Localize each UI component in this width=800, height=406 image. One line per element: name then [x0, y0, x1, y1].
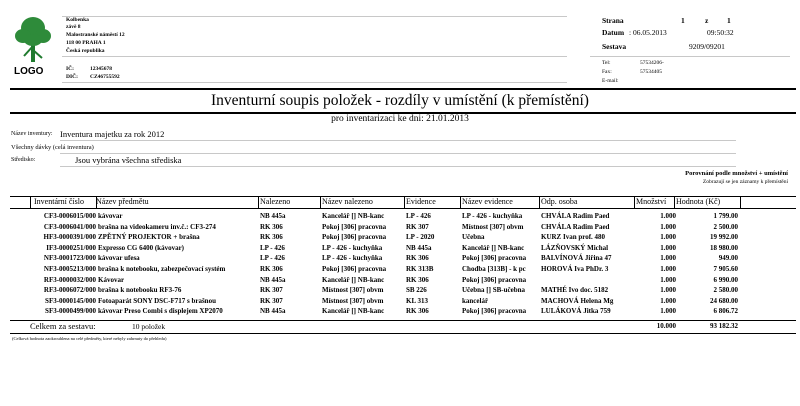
col-nalezeno: Nalezeno — [260, 197, 291, 206]
cell-evidence: SB 226 — [406, 286, 427, 295]
cell-nazev-predmetu: Expresso CG 6400 (kávovar) — [98, 243, 185, 252]
cell-hodnota: 6 990.00 — [713, 275, 738, 284]
page-title: Inventurní soupis položek - rozdíly v umístění (k přemístění) — [211, 92, 589, 109]
cell-nazev-nalezeno: LP - 426 - kuchyňka — [322, 254, 383, 263]
cell-nazev-predmetu: brašna k notebooku RF3-76 — [98, 286, 182, 295]
fax-label: Fax: — [602, 69, 612, 75]
tree-logo-icon — [14, 14, 52, 64]
cell-hodnota: 949.00 — [718, 254, 738, 263]
total-label: Celkem za sestavu: — [30, 321, 96, 331]
datum-date: : 06.05.2013 — [629, 28, 667, 37]
col-evidence: Evidence — [406, 197, 436, 206]
cell-evidence: KL 313 — [406, 296, 428, 305]
datum-time: 09:50:32 — [707, 28, 734, 37]
cell-nalezeno: RK 306 — [260, 233, 283, 242]
company-street: Malostranské náměstí 12 — [66, 32, 125, 38]
stredisko-value: Jsou vybrána všechna střediska — [75, 155, 182, 165]
datum-label: Datum — [602, 28, 625, 37]
cell-mnozstvi: 1.000 — [660, 296, 676, 305]
fax-value: 57534405 — [640, 69, 662, 75]
cell-mnozstvi: 1.000 — [660, 233, 676, 242]
stredisko-label: Středisko: — [11, 157, 36, 163]
col-mnozstvi: Množství — [636, 197, 667, 206]
cell-mnozstvi: 1.000 — [660, 243, 676, 252]
strana-z: z — [705, 16, 709, 25]
cell-hodnota: 2 500.00 — [713, 222, 738, 231]
cell-nalezeno: RK 306 — [260, 222, 283, 231]
cell-odp-osoba: KURZ Ivan prof. 480 — [541, 233, 606, 242]
dic-label: DIČ: — [66, 74, 78, 80]
cell-mnozstvi: 1.000 — [660, 212, 676, 220]
footnote: (Celková hodnota zaokrouhlena na celé předměty, které nebyly zahrnuty do přehledu) — [12, 336, 167, 341]
cell-odp-osoba: LULÁKOVÁ Jitka 759 — [541, 307, 611, 316]
cell-inventarni-cislo: NF3-0005213/000 — [43, 265, 96, 273]
col-nazev-nalezeno: Název nalezeno — [322, 197, 373, 206]
sestava-label: Sestava — [602, 42, 627, 51]
cell-nazev-evidence: Chodba [313B] - k pc — [462, 265, 526, 273]
cell-mnozstvi: 1.000 — [660, 307, 676, 316]
cell-inventarni-cislo: SF3-0000145/000 — [45, 296, 96, 305]
cell-nazev-nalezeno: LP - 426 - kuchyňka — [322, 243, 383, 252]
cell-hodnota: 18 980.00 — [710, 243, 738, 252]
column-separator — [404, 196, 405, 208]
cell-nalezeno: RK 307 — [260, 296, 283, 305]
company-name: Kolbenka — [66, 17, 89, 23]
cell-nazev-predmetu: brašna na videokameru inv.č.: CF3-274 — [98, 222, 216, 231]
cell-nazev-evidence: Místnost [307] obvm — [462, 222, 524, 231]
ic-value: 12345678 — [90, 66, 112, 72]
sestava-value: 9209/09201 — [689, 42, 725, 51]
cell-nalezeno: NB 445a — [260, 275, 286, 284]
cell-nazev-nalezeno: Místnost [307] obvm — [322, 286, 384, 295]
col-odp-osoba: Odp. osoba — [541, 197, 578, 206]
total-value: 93 182.32 — [710, 322, 738, 330]
cell-mnozstvi: 1.000 — [660, 286, 676, 295]
cell-nazev-evidence: kancelář — [462, 296, 489, 305]
tel-value: 57534206- — [640, 60, 664, 66]
cell-nazev-nalezeno: Pokoj [306] pracovna — [322, 233, 387, 242]
cell-evidence: RK 307 — [406, 222, 429, 231]
cell-hodnota: 7 905.60 — [713, 265, 738, 273]
col-hodnota: Hodnota (Kč) — [676, 197, 721, 206]
compare-note: Zobrazují se jen záznamy k přemístění — [702, 179, 788, 185]
cell-inventarni-cislo: RF3-0000032/000 — [43, 275, 96, 284]
cell-nalezeno: LP - 426 — [260, 254, 285, 263]
company-line2: závě 8 — [66, 24, 81, 30]
cell-nazev-evidence: LP - 426 - kuchyňka — [462, 212, 523, 220]
inventura-value: Inventura majetku za rok 2012 — [60, 129, 165, 139]
davky-value: Všechny dávky (celá inventura) — [11, 144, 94, 151]
cell-hodnota: 2 580.00 — [713, 286, 738, 295]
ic-label: IČ: — [66, 66, 74, 72]
cell-nazev-evidence: Pokoj [306] pracovna — [462, 254, 527, 263]
cell-inventarni-cislo: HF3-0000391/000 — [43, 233, 96, 242]
cell-inventarni-cislo: RF3-0006072/000 — [43, 286, 96, 295]
cell-nalezeno: NB 445a — [260, 212, 286, 220]
cell-mnozstvi: 1.000 — [660, 222, 676, 231]
cell-inventarni-cislo: NF3-0001723/000 — [43, 254, 96, 263]
cell-inventarni-cislo: IF3-0000251/000 — [46, 243, 96, 252]
cell-nazev-evidence: Pokoj [306] pracovna — [462, 307, 527, 316]
company-country: Česká republika — [66, 48, 105, 54]
cell-evidence: LP - 426 — [406, 212, 431, 220]
strana-label: Strana — [602, 16, 624, 25]
company-city: 118 00 PRAHA 1 — [66, 40, 106, 46]
inventura-label: Název inventury: — [11, 131, 53, 137]
total-qty: 10.000 — [656, 322, 676, 330]
cell-inventarni-cislo: SF3-0000499/000 — [45, 307, 96, 316]
cell-nazev-predmetu: ZPĚTNÝ PROJEKTOR + brašna — [98, 233, 200, 242]
cell-mnozstvi: 1.000 — [660, 254, 676, 263]
cell-nazev-nalezeno: Pokoj [306] pracovna — [322, 265, 387, 273]
cell-nalezeno: NB 445a — [260, 307, 286, 316]
email-label: E-mail: — [602, 78, 619, 84]
cell-hodnota: 1 799.00 — [713, 212, 738, 220]
cell-nalezeno: RK 306 — [260, 265, 283, 273]
col-nazev-evidence: Název evidence — [462, 197, 513, 206]
cell-evidence: NB 445a — [406, 243, 432, 252]
cell-nazev-evidence: Učebna [] SB-učebna — [462, 286, 526, 295]
cell-nazev-predmetu: kávovar — [98, 212, 123, 220]
cell-nazev-evidence: Učebna — [462, 233, 485, 242]
cell-odp-osoba: CHVÁLA Radim Paed — [541, 212, 610, 220]
compare-title: Porovnání podle množství + umístění — [685, 170, 788, 177]
col-inventarni-cislo: Inventární číslo — [34, 197, 84, 206]
cell-odp-osoba: CHVÁLA Radim Paed — [541, 222, 610, 231]
cell-nazev-nalezeno: Místnost [307] obvm — [322, 296, 384, 305]
cell-odp-osoba: MATHÉ Ivo doc. 5182 — [541, 286, 609, 295]
column-separator — [539, 196, 540, 208]
cell-nazev-predmetu: Fotoaparát SONY DSC-F717 s brašnou — [98, 296, 216, 305]
total-count: 10 položek — [132, 322, 166, 331]
cell-nalezeno: LP - 426 — [260, 243, 285, 252]
cell-nazev-predmetu: kávovar Preso Combi s displejem XP2070 — [98, 307, 223, 316]
cell-nazev-nalezeno: Kancelář [] NB-kanc — [322, 307, 385, 316]
cell-inventarni-cislo: CF3-0006041/000 — [43, 222, 96, 231]
logo-text: LOGO — [14, 66, 44, 77]
cell-nazev-nalezeno: Kancelář [] NB-kanc — [322, 212, 385, 220]
cell-nazev-nalezeno: Pokoj [306] pracovna — [322, 222, 387, 231]
cell-odp-osoba: LÁZŇOVSKÝ Michal — [541, 243, 609, 252]
cell-nazev-predmetu: brašna k notebooku, zabezpečovací systém — [98, 265, 226, 273]
cell-nazev-predmetu: Kávovar — [98, 275, 125, 284]
column-separator — [740, 196, 741, 208]
cell-hodnota: 6 806.72 — [713, 307, 738, 316]
cell-inventarni-cislo: CF3-0006015/000 — [43, 212, 96, 220]
column-separator — [460, 196, 461, 208]
cell-nazev-evidence: Pokoj [306] pracovna — [462, 275, 527, 284]
strana-value: 1 — [681, 16, 685, 25]
cell-evidence: RK 306 — [406, 307, 429, 316]
cell-evidence: RK 306 — [406, 275, 429, 284]
cell-hodnota: 19 992.00 — [710, 233, 738, 242]
cell-nazev-predmetu: kávovar ufesa — [98, 254, 140, 263]
col-nazev-predmetu: Název předmětu — [96, 197, 149, 206]
cell-evidence: LP - 2020 — [406, 233, 435, 242]
cell-mnozstvi: 1.000 — [660, 265, 676, 273]
cell-nalezeno: RK 307 — [260, 286, 283, 295]
page-subtitle: pro inventarizaci ke dni: 21.01.2013 — [331, 114, 469, 124]
cell-nazev-nalezeno: Kancelář [] NB-kanc — [322, 275, 385, 284]
column-separator — [320, 196, 321, 208]
dic-value: CZ46755592 — [90, 74, 120, 80]
cell-odp-osoba: HOROVÁ Iva PhDr. 3 — [541, 265, 609, 273]
cell-mnozstvi: 1.000 — [660, 275, 676, 284]
strana-total: 1 — [727, 16, 731, 25]
column-separator — [258, 196, 259, 208]
cell-odp-osoba: MACHOVÁ Helena Mg — [541, 296, 614, 305]
cell-evidence: RK 313B — [406, 265, 434, 273]
column-separator — [30, 196, 31, 208]
cell-hodnota: 24 680.00 — [710, 296, 738, 305]
column-separator — [634, 196, 635, 208]
tel-label: Tel: — [602, 60, 611, 66]
cell-odp-osoba: BALVÍNOVÁ Jiřina 47 — [541, 254, 612, 263]
cell-evidence: RK 306 — [406, 254, 429, 263]
cell-nazev-evidence: Kancelář [] NB-kanc — [462, 243, 525, 252]
